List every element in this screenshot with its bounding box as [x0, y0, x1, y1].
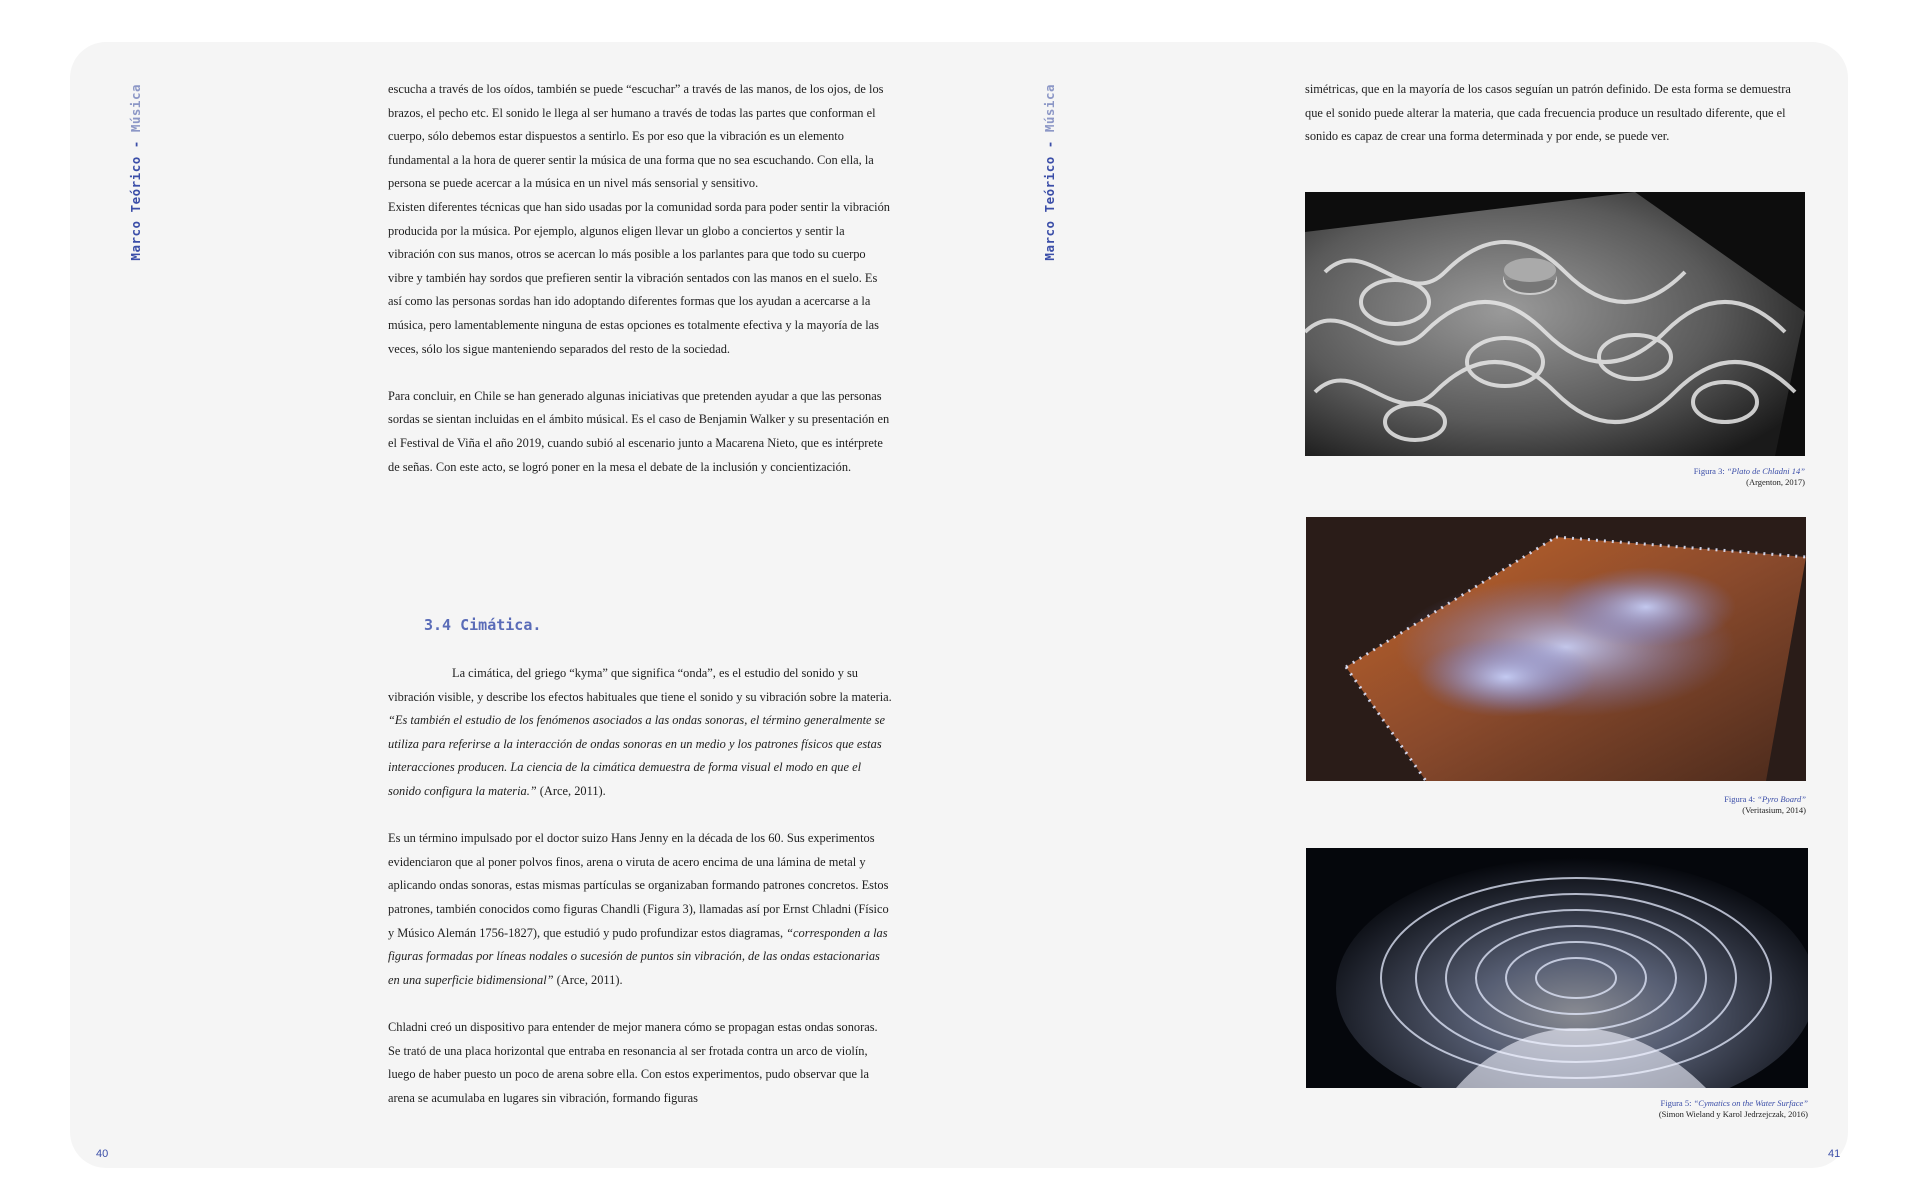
figure-3-title: “Plato de Chladni 14” [1726, 466, 1805, 476]
running-head-separator-right: - [1042, 132, 1057, 157]
figure-4-label: Figura 4: [1724, 794, 1758, 804]
p5-quote: “corresponden a las figuras formadas por líneas nodales o sucesión de puntos sin vibración, de las ondas estacionarias en una superficie bidimensional” [388, 925, 888, 987]
left-paragraph-2: Existen diferentes técnicas que han sido usadas por la comunidad sorda para poder sentir la vibración producida por la música. Por ejemplo, algunos eligen llevar un globo a conciertos y sentir la vibración con sus manos, otros se acercan lo más posible a los parlantes para que todo su cuerpo vibre y también hay sordos que prefieren sentir la vibración sentados con las manos en el suelo. Es así como las personas sordas han ido adoptando diferentes formas que los ayudan a acercarse a la música, pero lamentablemente ninguna de estas opciones es totalmente efectiva y la mayoría de las veces, sólo los sigue manteniendo separados del resto de la sociedad. [388, 199, 890, 356]
left-paragraph-3: Para concluir, en Chile se han generado algunas iniciativas que pretenden ayudar a que las personas sordas se sientan incluidas en el ámbito músical. Es el caso de Benjamin Walker y su presentación en el Festival de Viña el año 2019, cuando subió al escenario junto a Macarena Nieto, que es intérprete de señas. Con este acto, se logró poner en la mesa el debate de la inclusión y concientización. [388, 388, 890, 474]
left-paragraph-4 [388, 662, 892, 804]
running-head-right [1042, 84, 1057, 261]
figure-5-title: “Cymatics on the Water Surface” [1693, 1098, 1808, 1108]
left-paragraph-5 [388, 827, 892, 992]
figure-5-label: Figura 5: [1660, 1098, 1694, 1108]
figure-3-label: Figura 3: [1693, 466, 1727, 476]
section-heading: 3.4 Cimática. [424, 616, 542, 634]
running-head-section: Marco Teórico [128, 156, 143, 261]
figure-5-credit: (Simon Wieland y Karol Jedrzejczak, 2016) [1658, 1109, 1808, 1119]
figure-4-credit: (Veritasium, 2014) [1742, 805, 1806, 815]
running-head-topic-right: Música [1042, 84, 1057, 133]
p4-quote: “Es también el estudio de los fenómenos asociados a las ondas sonoras, el término generalmente se utiliza para referirse a la interacción de ondas sonoras en un medio y los patrones físicos que estas interacciones producen. La ciencia de la cimática demuestra de forma visual el modo en que el sonido configura la materia.” [388, 713, 885, 798]
left-paragraph-6: Chladni creó un dispositivo para entender de mejor manera cómo se propagan estas ondas sonoras. Se trató de una placa horizontal que entraba en resonancia al ser frotada contra un arco de violín, luego de haber puesto un poco de arena sobre ella. Con estos experimentos, pudo observar que la arena se acumulaba en lugares sin vibración, formando figuras [388, 1019, 878, 1105]
running-head-topic: Música [128, 84, 143, 133]
water-cymatics-illustration [1306, 848, 1808, 1088]
running-head-left [128, 84, 143, 261]
book-spread [70, 42, 1848, 1168]
pyro-board-illustration [1306, 517, 1806, 781]
right-paragraph-1: simétricas, que en la mayoría de los casos seguían un patrón definido. De esta forma se demuestra que el sonido puede alterar la materia, que cada frecuencia produce un resultado diferente, que el sonido es capaz de crear una forma determinada y por ende, se puede ver. [1305, 82, 1791, 144]
figure-3-image [1305, 192, 1805, 456]
running-head-separator: - [128, 132, 143, 157]
p5-plain: Es un término impulsado por el doctor suizo Hans Jenny en la década de los 60. Sus experimentos evidenciaron que al poner polvos finos, arena o viruta de acero encima de una lámina de metal y aplicando ondas sonoras, estas mismas partículas se organizaban formando patrones concretos. Estos patrones, también conocidos como figuras Chandli (Figura 3), llamadas así por Ernst Chladni (Físico y Músico Alemán 1756-1827), que estudió y pudo profundizar estos diagramas, [388, 831, 889, 940]
chladni-plate-illustration [1305, 192, 1805, 456]
left-body-top [388, 78, 892, 479]
figure-3-credit: (Argenton, 2017) [1746, 477, 1805, 487]
figure-4-image [1306, 517, 1806, 781]
page-number-left: 40 [96, 1148, 109, 1160]
figure-4-title: “Pyro Board” [1757, 794, 1806, 804]
p5-cite: (Arce, 2011). [553, 972, 623, 987]
page-number-right: 41 [1828, 1148, 1841, 1160]
figure-5-image [1306, 848, 1808, 1088]
running-head-section-right: Marco Teórico [1042, 156, 1057, 261]
p4-cite: (Arce, 2011). [536, 783, 606, 798]
left-paragraph-1: escucha a través de los oídos, también se puede “escuchar” a través de las manos, de los ojos, de los brazos, el pecho etc. El sonido le llega al ser humano a través de todas las partes que conforman el cuerpo, sólo debemos estar dispuestos a sentirlo. Es por eso que la vibración es un elemento fundamental a la hora de querer sentir la música de una forma que no sea escuchando. Con ella, la persona se puede acercar a la música en un nivel más sensorial y sensitivo. [388, 82, 884, 191]
right-body [1305, 78, 1805, 149]
left-body-bottom [388, 662, 892, 1110]
p4-plain: La cimática, del griego “kyma” que significa “onda”, es el estudio del sonido y su vibración visible, y describe los efectos habituales que tiene el sonido y su vibración sobre la materia. [388, 666, 892, 704]
